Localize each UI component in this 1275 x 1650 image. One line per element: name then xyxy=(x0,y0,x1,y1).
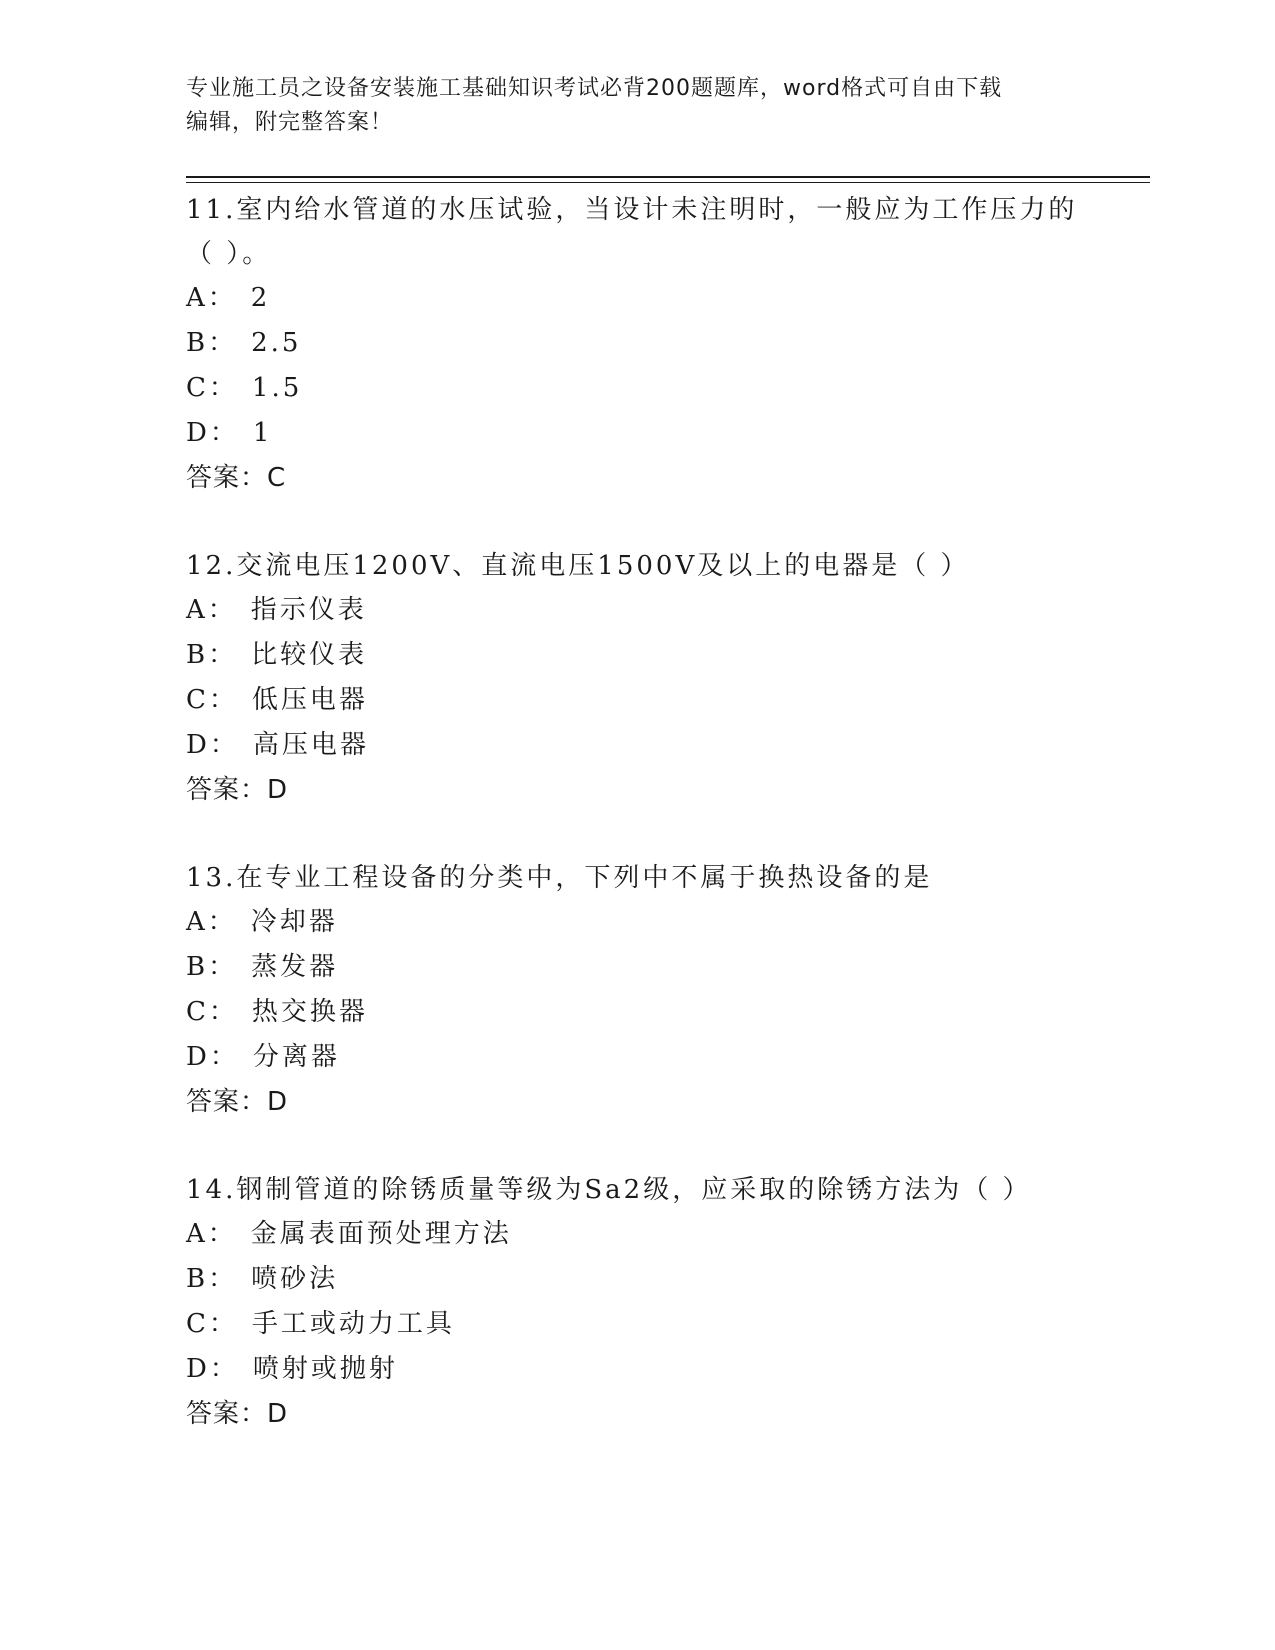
option-key: C： xyxy=(186,685,238,715)
option-b xyxy=(186,1257,1086,1302)
option-text: 1 xyxy=(252,418,273,448)
answer-line: 答案：D xyxy=(186,775,289,805)
option-text: 低压电器 xyxy=(251,685,368,715)
option-text: 喷射或抛射 xyxy=(252,1354,398,1384)
option-d xyxy=(186,723,1086,768)
option-c xyxy=(186,678,1086,723)
option-text: 高压电器 xyxy=(252,730,369,760)
option-key: D： xyxy=(186,418,239,448)
option-a xyxy=(186,588,1086,633)
option-key: A： xyxy=(186,907,237,937)
option-key: B： xyxy=(186,1264,238,1294)
option-key: B： xyxy=(186,328,238,358)
option-key: A： xyxy=(186,595,237,625)
option-key: A： xyxy=(186,1219,237,1249)
option-c xyxy=(186,990,1086,1035)
answer-line: 答案：D xyxy=(186,1399,289,1429)
option-text: 金属表面预处理方法 xyxy=(250,1219,512,1249)
option-a xyxy=(186,276,1086,321)
question-text: 12.交流电压1200V、直流电压1500V及以上的电器是（ ） xyxy=(186,551,970,581)
option-c xyxy=(186,366,1086,411)
option-text: 分离器 xyxy=(252,1042,340,1072)
option-text: 喷砂法 xyxy=(251,1264,339,1294)
option-c xyxy=(186,1302,1086,1347)
option-key: C： xyxy=(186,1309,238,1339)
question-text: 11.室内给水管道的水压试验，当设计未注明时，一般应为工作压力的（ ）。 xyxy=(186,195,1078,269)
option-key: B： xyxy=(186,640,238,670)
option-a xyxy=(186,1212,1086,1257)
option-d xyxy=(186,1347,1086,1392)
option-text: 冷却器 xyxy=(250,907,338,937)
document-header xyxy=(186,72,1086,140)
option-text: 2 xyxy=(250,283,271,313)
option-key: C： xyxy=(186,997,238,1027)
answer-line: 答案：C xyxy=(186,463,287,493)
option-b xyxy=(186,321,1086,366)
option-text: 2.5 xyxy=(251,328,302,358)
option-key: D： xyxy=(186,1354,239,1384)
question-item xyxy=(186,1168,1086,1436)
question-item xyxy=(186,188,1086,500)
answer-line: 答案：D xyxy=(186,1087,289,1117)
option-d xyxy=(186,411,1086,456)
option-key: C： xyxy=(186,373,238,403)
option-d xyxy=(186,1035,1086,1080)
header-line-1: 专业施工员之设备安装施工基础知识考试必背200题题库，word格式可自由下载 xyxy=(186,76,1003,101)
question-item xyxy=(186,856,1086,1124)
option-key: A： xyxy=(186,283,237,313)
header-line-2: 编辑，附完整答案！ xyxy=(186,110,394,135)
header-divider xyxy=(186,176,1150,183)
option-text: 比较仪表 xyxy=(251,640,368,670)
option-key: D： xyxy=(186,730,239,760)
question-list xyxy=(186,188,1086,1480)
option-text: 1.5 xyxy=(251,373,303,403)
option-text: 指示仪表 xyxy=(250,595,367,625)
option-text: 热交换器 xyxy=(251,997,368,1027)
option-key: B： xyxy=(186,952,238,982)
option-a xyxy=(186,900,1086,945)
option-b xyxy=(186,945,1086,990)
question-item xyxy=(186,544,1086,812)
question-text: 14.钢制管道的除锈质量等级为Sa2级，应采取的除锈方法为（ ） xyxy=(186,1175,1032,1205)
option-b xyxy=(186,633,1086,678)
option-text: 蒸发器 xyxy=(251,952,339,982)
option-text: 手工或动力工具 xyxy=(251,1309,455,1339)
question-text: 13.在专业工程设备的分类中，下列中不属于换热设备的是 xyxy=(186,863,933,893)
option-key: D： xyxy=(186,1042,239,1072)
